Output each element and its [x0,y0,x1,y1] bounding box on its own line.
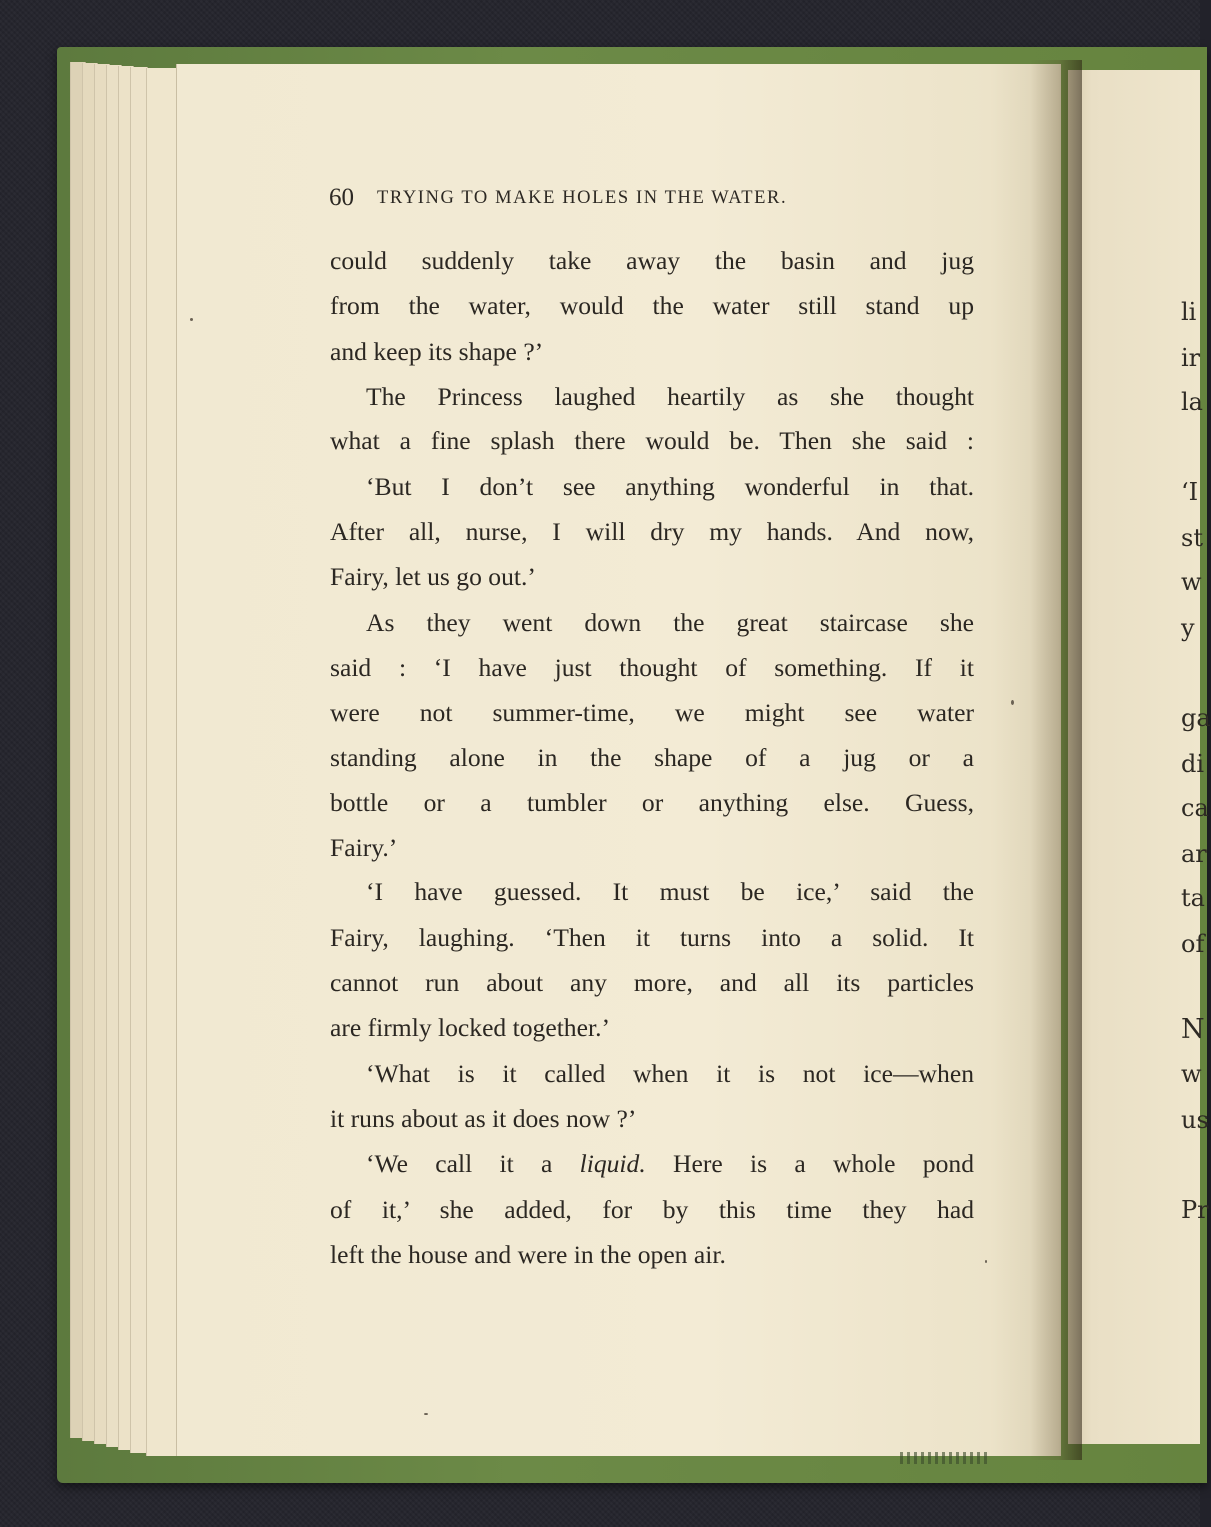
text-line: cannot run about any more, and all its particles [330,968,974,997]
facing-fragment: li [1181,298,1197,326]
text-line: said : ‘I have just thought of something. If it [330,653,974,682]
facing-fragment: ‘I [1181,478,1199,506]
text-line: could suddenly take away the basin and jug [330,246,974,275]
facing-fragment: y [1181,614,1195,642]
text-line: ‘What is it called when it is not ice—when [366,1059,974,1088]
text-run: ‘We call it a [366,1149,580,1178]
facing-fragment: us [1181,1106,1209,1134]
page-number: 60 [329,184,354,211]
spine-stitching [900,1452,990,1464]
facing-fragment: la [1181,388,1203,416]
text-line: of it,’ she added, for by this time they had [330,1195,974,1224]
facing-fragment: w [1181,568,1202,596]
text-line: and keep its shape ?’ [330,337,544,366]
facing-fragment: st [1181,524,1203,552]
text-line: were not summer-time, we might see water [330,698,974,727]
facing-fragment: di [1181,750,1205,778]
page-edge [146,68,178,1456]
facing-fragment: ir [1181,344,1201,372]
text-line: Fairy, laughing. ‘Then it turns into a solid. It [330,923,974,952]
text-line: After all, nurse, I will dry my hands. And now, [330,517,974,546]
text-line: bottle or a tumbler or anything else. Guess, [330,788,974,817]
text-line: As they went down the great staircase she [366,608,974,637]
text-line: what a fine splash there would be. Then she said : [330,426,974,455]
text-line: ‘I have guessed. It must be ice,’ said the [366,877,974,906]
text-line: standing alone in the shape of a jug or a [330,743,974,772]
text-line: are firmly locked together.’ [330,1013,610,1042]
facing-fragment: ga [1181,704,1211,732]
text-line: ‘But I don’t see anything wonderful in that. [366,472,974,501]
text-line: it runs about as it does now ?’ [330,1104,637,1133]
paper-speck [1011,700,1014,705]
text-line: The Princess laughed heartily as she thought [366,382,974,411]
running-head [329,184,909,218]
text-line [366,1149,974,1179]
facing-fragment: N [1181,1014,1205,1045]
facing-fragment: ta [1181,884,1205,912]
facing-fragment: w [1181,1060,1202,1088]
facing-fragment: ar [1181,840,1207,868]
facing-fragment: Pr [1181,1196,1209,1224]
paper-speck [985,1260,987,1263]
gutter-shadow [1030,60,1082,1460]
chapter-title: TRYING TO MAKE HOLES IN THE WATER. [377,188,788,208]
text-line: from the water, would the water still stand up [330,291,974,320]
paper-speck [190,318,193,321]
facing-fragment: of [1181,930,1205,958]
text-line: left the house and were in the open air. [330,1240,726,1269]
facing-page [1068,70,1211,1444]
facing-fragment: ca [1181,794,1209,822]
text-line: Fairy, let us go out.’ [330,562,536,591]
paper-speck [424,1413,428,1415]
text-line: Fairy.’ [330,833,398,862]
italic-word: liquid. [579,1149,646,1178]
text-run: Here is a whole pond [645,1149,974,1178]
